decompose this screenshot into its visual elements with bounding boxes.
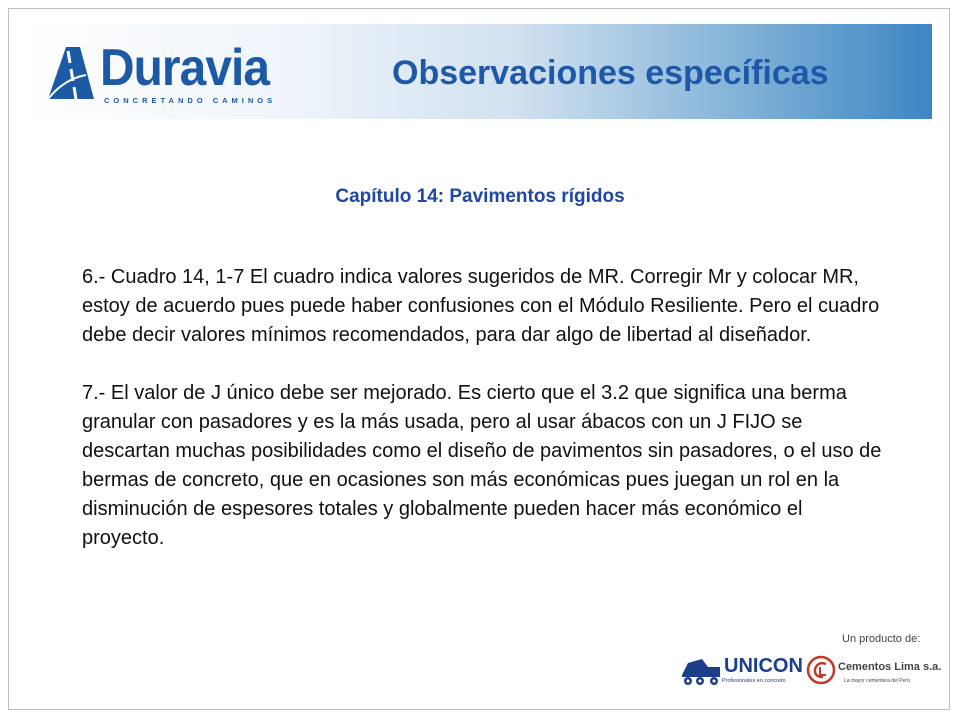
chapter-title: Capítulo 14: Pavimentos rígidos xyxy=(335,186,625,207)
page-title: Observaciones específicas xyxy=(392,54,829,92)
unicon-tagline: Profesionales en concreto xyxy=(722,678,786,684)
paragraph-6: 6.- Cuadro 14, 1-7 El cuadro indica valores sugeridos de MR. Corregir Mr y colocar MR, estoy de acuerdo pues puede haber confusiones con el Módulo Resiliente. Pero el cuadro debe decir valores mínimos recomendados, para dar algo de libertad al diseñador. xyxy=(82,266,880,346)
duravia-logo xyxy=(40,36,290,111)
unicon-name: UNICON xyxy=(724,655,803,677)
cementos-lima-logo xyxy=(804,651,942,691)
mixer-truck-icon xyxy=(678,653,722,689)
logo-brand-name: Duravia xyxy=(100,39,270,97)
unicon-logo xyxy=(678,651,803,691)
producto-label: Un producto de: xyxy=(842,633,921,645)
cementos-name: Cementos Lima s.a. xyxy=(838,661,942,673)
logo-tagline: CONCRETANDO CAMINOS xyxy=(104,96,277,105)
road-icon xyxy=(46,45,96,101)
cementos-tagline: La mayor cementera del Perú xyxy=(844,678,910,684)
paragraph-7: 7.- El valor de J único debe ser mejorado. Es cierto que el 3.2 que significa una berma granular con pasadores y es la más usada, pero al usar ábacos con un J FIJO se descartan muchas posibilidades como el diseño de pavimentos sin pasadores, o el uso de bermas de concreto, que en ocasiones son más económicas pues juegan un rol en la disminución de espesores totales y globalmente pueden hacer más económico el proyecto. xyxy=(82,382,882,549)
cementos-emblem-icon xyxy=(806,655,836,685)
body-text xyxy=(82,263,882,582)
header-banner xyxy=(26,24,932,119)
